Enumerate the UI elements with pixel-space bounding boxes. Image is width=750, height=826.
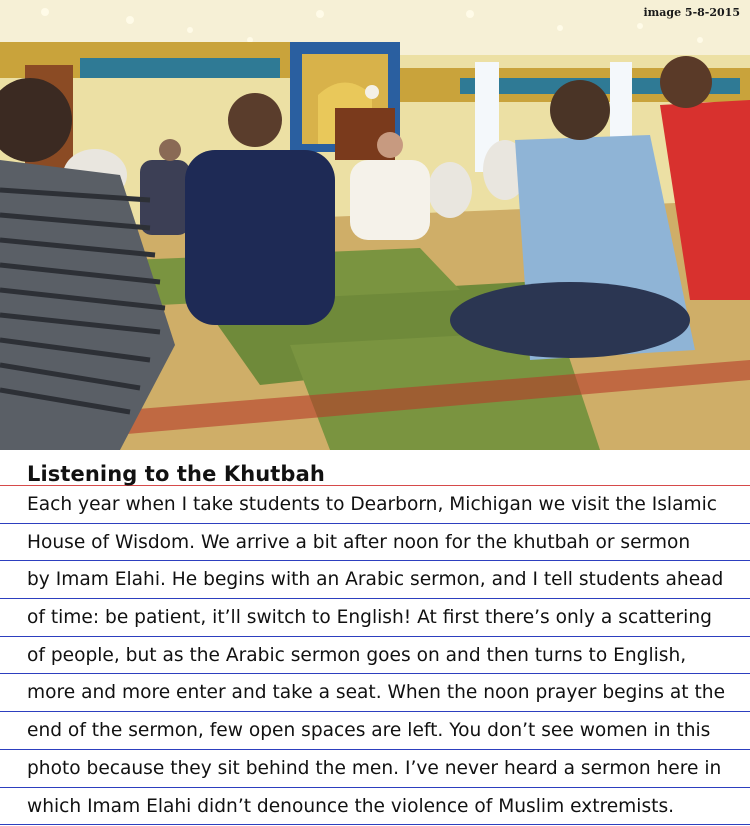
body-line-text: of time: be patient, it’ll switch to English! At first there’s only a scattering [27,607,712,629]
article-body [0,486,750,825]
body-line [0,599,750,637]
body-line [0,486,750,524]
body-line [0,637,750,675]
lined-paper [0,450,750,826]
body-line [0,561,750,599]
body-line [0,674,750,712]
body-line [0,750,750,788]
body-line [0,524,750,562]
photo-date-stamp: image 5-8-2015 [643,6,740,19]
body-line-text: more and more enter and take a seat. When the noon prayer begins at the [27,682,726,704]
body-line [0,712,750,750]
body-line-text: end of the sermon, few open spaces are left. You don’t see women in this [27,720,711,742]
body-line-text: House of Wisdom. We arrive a bit after noon for the khutbah or sermon [27,531,691,553]
body-line [0,788,750,826]
body-line-text: by Imam Elahi. He begins with an Arabic sermon, and I tell students ahead [27,569,724,591]
body-line-text: which Imam Elahi didn’t denounce the violence of Muslim extremists. [27,795,675,817]
article-title: Listening to the Khutbah [27,462,325,486]
body-line-text: of people, but as the Arabic sermon goes on and then turns to English, [27,644,687,666]
body-line-text: Each year when I take students to Dearborn, Michigan we visit the Islamic [27,494,717,515]
body-line-text: photo because they sit behind the men. I’ve never heard a sermon here in [27,757,722,779]
